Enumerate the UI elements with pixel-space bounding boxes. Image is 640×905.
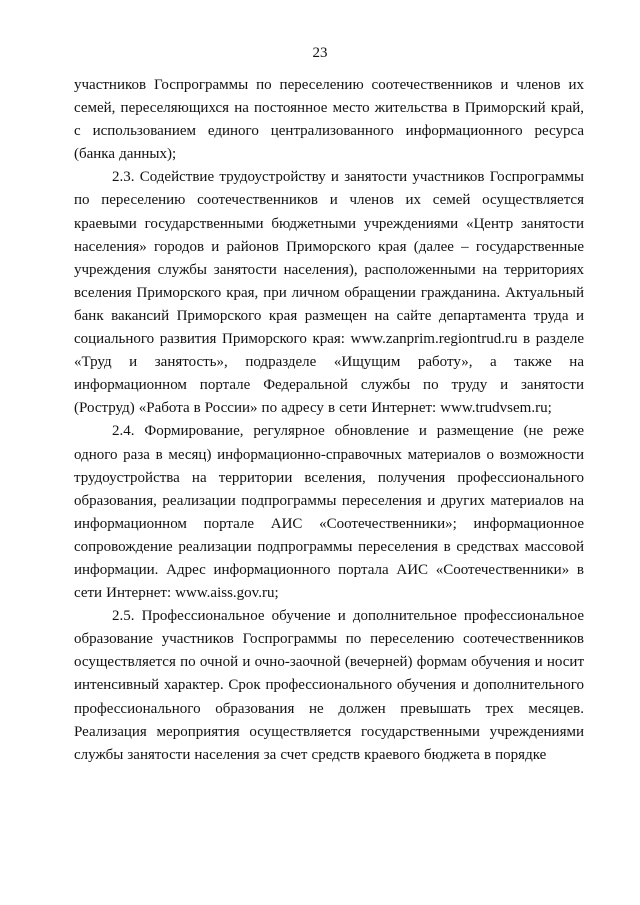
paragraph-2-5: 2.5. Профессиональное обучение и дополнительное профессиональное образование участников Госпрограммы по переселению соотечественников осуществляется по очной и очно-заочной (вечерней) формам обучения и носит интенсивный характер. Срок профессионального обучения и дополнительного профессионального образования не должен превышать трех месяцев. Реализация мероприятия осуществляется государственными учреждениями службы занятости населения за счет средств краевого бюджета в порядке — [74, 608, 584, 763]
paragraph-continuation: участников Госпрограммы по переселению соотечественников и членов их семей, переселяющихся на постоянное место жительства в Приморский край, с использованием единого централизованного информационного ресурса (банка данных); — [74, 77, 584, 163]
document-body — [74, 74, 584, 767]
paragraph-2-3: 2.3. Содействие трудоустройству и занятости участников Госпрограммы по переселению соотечественников и членов их семей осуществляется краевыми государственными бюджетными учреждениями «Центр занятости населения» городов и районов Приморского края (далее – государственные учреждения службы занятости населения), расположенными на территориях вселения Приморского края, при личном обращении гражданина. Актуальный банк вакансий Приморского края размещен на сайте департамента труда и социального развития Приморского края: www.zanprim.regiontrud.ru в разделе «Труд и занятость», подразделе «Ищущим работу», а также на информационном портале Федеральной службы по труду и занятости (Роструд) «Работа в России» по адресу в сети Интернет: www.trudvsem.ru; — [74, 169, 584, 417]
page-number: 23 — [312, 45, 328, 61]
paragraph-2-4: 2.4. Формирование, регулярное обновление и размещение (не реже одного раза в месяц) информационно-справочных материалов о возможности трудоустройства на территории вселения, получения профессионального образования, реализации подпрограммы переселения и других материалов на информационном портале АИС «Соотечественники»; информационное сопровождение реализации подпрограммы переселения в средствах массовой информации. Адрес информационного портала АИС «Соотечественники» в сети Интернет: www.aiss.gov.ru; — [74, 423, 584, 602]
